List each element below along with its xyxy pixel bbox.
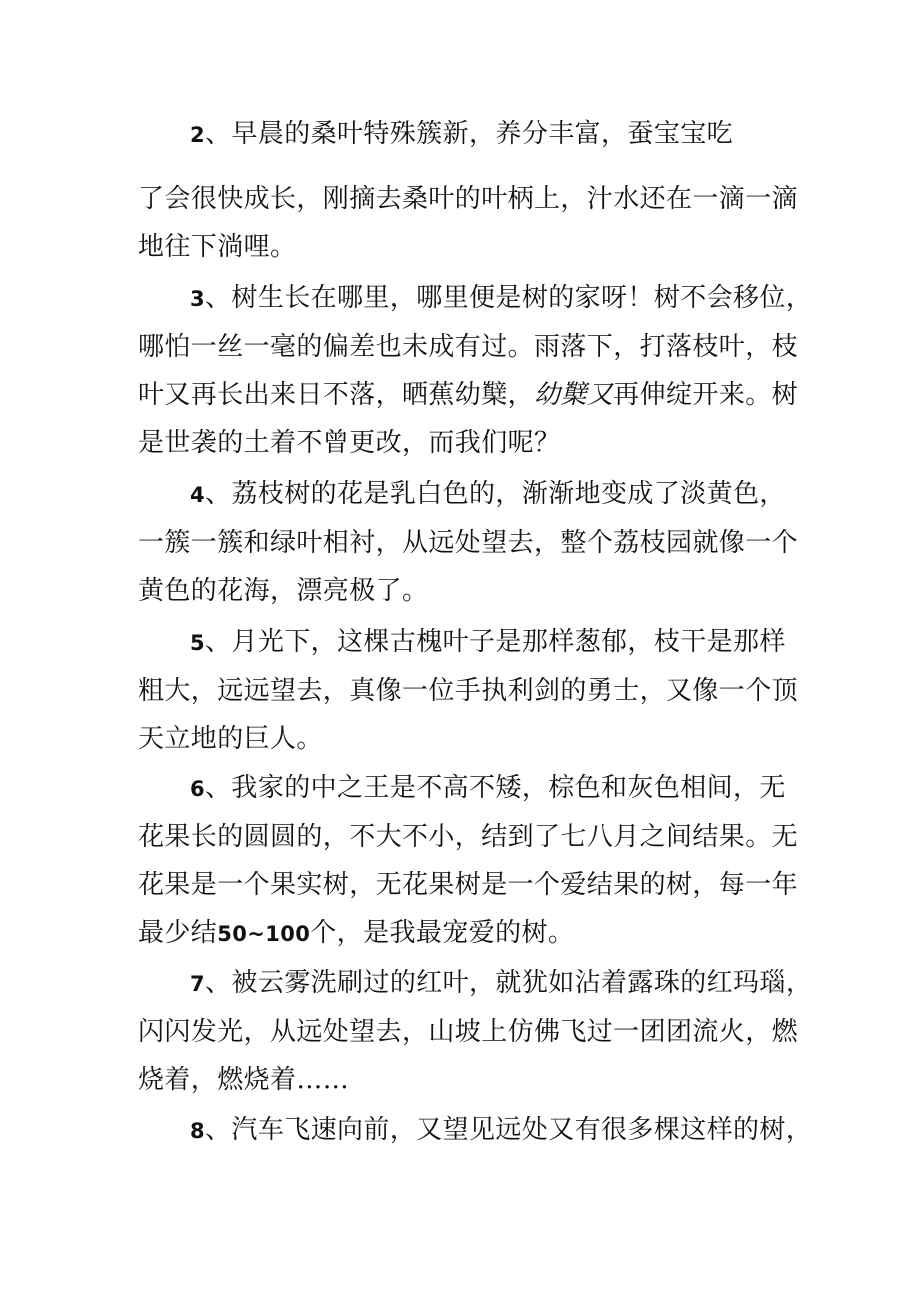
paragraph-text: 个，是我最宠爱的树。 [310, 918, 575, 948]
paragraph-number: 6 [190, 777, 206, 801]
paragraph-number: 4 [190, 483, 206, 507]
paragraph-8-line-1 [190, 1115, 812, 1146]
paragraph-text: 叶又再长出来日不落，晒蕉幼櫱， [138, 380, 535, 410]
italic-fragment: 幼櫱又 [534, 380, 614, 410]
paragraph-7-line-3: 烧着，燃烧着…… [138, 1065, 350, 1095]
paragraph-text: 、月光下，这棵古槐叶子是那样葱郁，枝干是那样 [205, 627, 786, 657]
paragraph-4-line-3: 黄色的花海，漂亮极了。 [138, 576, 429, 606]
count-range: 50~100 [217, 922, 311, 946]
paragraph-2-line-1 [190, 119, 733, 150]
paragraph-2-line-2: 了会很快成长，刚摘去桑叶的叶柄上，汁水还在一滴一滴 [138, 184, 799, 214]
paragraph-3-line-4: 是世袭的土着不曾更改，而我们呢？ [138, 428, 561, 458]
paragraph-number: 3 [190, 287, 206, 311]
paragraph-7-line-1 [190, 968, 812, 999]
paragraph-7-line-2: 闪闪发光，从远处望去，山坡上仿佛飞过一团团流火，燃 [138, 1017, 799, 1047]
paragraph-number: 5 [190, 631, 206, 655]
paragraph-5-line-1 [190, 627, 786, 658]
paragraph-text: 、我家的中之王是不高不矮，棕色和灰色相间，无 [205, 773, 786, 803]
paragraph-4-line-1 [190, 479, 786, 510]
paragraph-6-line-2: 花果长的圆圆的，不大不小，结到了七八月之间结果。无 [138, 822, 799, 852]
paragraph-5-line-2: 粗大，远远望去，真像一位手执利剑的勇士，又像一个顶 [138, 676, 799, 706]
paragraph-text: 、树生长在哪里，哪里便是树的家呀！树不会移位， [205, 283, 813, 313]
paragraph-3-line-2: 哪怕一丝一毫的偏差也未成有过。雨落下，打落枝叶，枝 [138, 332, 799, 362]
paragraph-text: 、汽车飞速向前，又望见远处又有很多棵这样的树， [205, 1115, 813, 1145]
paragraph-6-line-4 [138, 918, 574, 949]
paragraph-number: 7 [190, 972, 206, 996]
paragraph-number: 2 [190, 123, 206, 147]
paragraph-text: 、被云雾洗刷过的红叶，就犹如沾着露珠的红玛瑙， [205, 968, 813, 998]
paragraph-number: 8 [190, 1119, 206, 1143]
paragraph-text: 、荔枝树的花是乳白色的，渐渐地变成了淡黄色， [205, 479, 786, 509]
paragraph-6-line-1 [190, 773, 786, 804]
paragraph-5-line-3: 天立地的巨人。 [138, 724, 323, 754]
paragraph-6-line-3: 花果是一个果实树，无花果树是一个爱结果的树，每一年 [138, 870, 799, 900]
paragraph-3-line-1 [190, 283, 812, 314]
paragraph-3-line-3 [138, 380, 798, 410]
paragraph-text: 、早晨的桑叶特殊簇新，养分丰富，蚕宝宝吃 [205, 119, 734, 149]
paragraph-text: 再伸绽开来。树 [613, 380, 799, 410]
paragraph-4-line-2: 一簇一簇和绿叶相衬，从远处望去，整个荔枝园就像一个 [138, 528, 799, 558]
paragraph-text: 最少结 [138, 918, 218, 948]
paragraph-2-line-3: 地往下淌哩。 [138, 232, 297, 262]
